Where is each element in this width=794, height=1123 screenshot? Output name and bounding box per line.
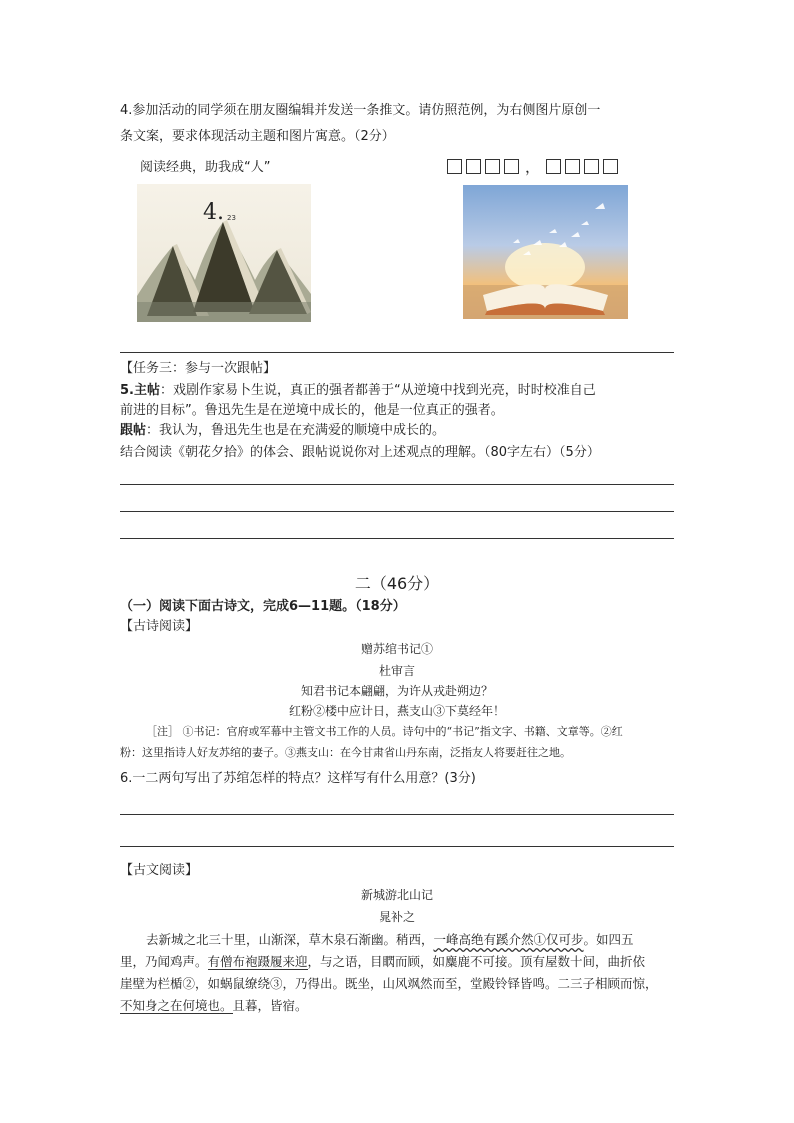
task3-heading: 【任务三：参与一次跟帖】 [120,361,277,376]
prose-heading: 【古文阅读】 [120,863,199,878]
answer-box[interactable] [603,159,618,174]
reply-text: ：我认为，鲁迅先生也是在充满爱的顺境中成长的。 [146,423,446,438]
q5-line2: 前进的目标”。鲁迅先生是在逆境中成长的，他是一位真正的强者。 [120,403,504,418]
part1-heading: （一）阅读下面古诗文，完成6—11题。（18分） [120,599,406,614]
prose-title: 新城游北山记 [360,888,433,902]
answer-line[interactable] [120,814,674,815]
answer-box[interactable] [584,159,599,174]
example-caption: 阅读经典，助我成“人” [140,160,271,175]
q5-instruction: 结合阅读《朝花夕拾》的体会、跟帖说说你对上述观点的理解。（80字左右）（5分） [120,445,600,460]
prose-line1 [146,930,634,948]
reply-label: 跟帖 [120,423,147,438]
left-image-date-big: 4. [203,200,224,225]
poem-heading: 【古诗阅读】 [120,619,199,634]
prose-line4-b: 且暮，皆宿。 [232,998,308,1013]
poem-line1: 知君书记本翩翩，为许从戎赴朔边？ [300,684,493,698]
poem-author: 杜审言 [378,664,415,678]
q4-line2: 条文案，要求体现活动主题和图片寓意。（2分） [120,129,395,144]
prose-line2-underlined: 有僧布袍蹑履来迎 [207,954,308,969]
prose-line2-a: 里，乃闻鸡声。 [120,954,208,969]
prose-line4-underlined: 不知身之在何境也。 [120,998,233,1013]
open-book-birds-illustration [463,185,628,319]
prose-line1-underlined: 一峰高绝有蹊介然①仅可步 [433,932,584,947]
answer-box[interactable] [565,159,580,174]
q6: 6.一二两句写出了苏绾怎样的特点？这样写有什么用意？(3分) [120,771,476,786]
example-image-books [137,184,311,322]
q5-label: 5.主帖 [120,383,160,398]
answer-line[interactable] [120,511,674,512]
prose-line2-c: ，与之语，目䁡而顾，如麋鹿不可接。顶有屋数十间，曲折依 [307,954,646,969]
q4-line1: 4.参加活动的同学须在朋友圈编辑并发送一条推文。请仿照范例，为右侧图片原创一 [120,103,601,118]
poem-note-line2: 粉：这里指诗人好友苏绾的妻子。③燕支山：在今甘肃省山丹东南，泛指友人将要赶往之地。 [120,746,571,759]
poem-title: 赠苏绾书记① [360,642,433,656]
poem-line2: 红粉②楼中应计日，燕支山③下莫经年！ [288,704,505,718]
poem-note-line1: ［注］ ①书记：官府或军幕中主管文书工作的人员。诗句中的“书记”指文字、书籍、文章等。②红 [146,725,623,738]
answer-line[interactable] [120,484,674,485]
answer-box[interactable] [466,159,481,174]
left-image-date-small: 23 [227,214,236,222]
answer-line[interactable] [120,538,674,539]
section2-title: 二（46分） [354,574,440,593]
prose-author: 晁补之 [378,910,415,924]
task-image-open-book [463,185,628,319]
answer-box[interactable] [485,159,500,174]
book-mountains-illustration [137,184,311,322]
prose-line1-a: 去新城之北三十里，山渐深，草木泉石渐幽。稍西， [146,932,434,947]
prose-line1-c: 。如四五 [583,932,634,947]
q5-text: ：戏剧作家易卜生说，真正的强者都善于“从逆境中找到光亮，时时校准自己 [159,383,596,398]
answer-box[interactable] [546,159,561,174]
prose-line4 [120,996,308,1014]
answer-box[interactable] [504,159,519,174]
prose-line2 [120,952,645,970]
prose-line3: 崖壁为栏楯②，如蜗鼠缭绕③，乃得出。既坐，山风飒然而至，堂殿铃铎皆鸣。二三子相顾而惊， [120,976,658,991]
answer-box[interactable] [447,159,462,174]
boxes-comma: ， [525,158,541,176]
answer-boxes[interactable] [447,156,618,177]
answer-line[interactable] [120,846,674,847]
reply-post [120,420,445,442]
divider [120,352,674,353]
q5-main-post [120,380,596,402]
